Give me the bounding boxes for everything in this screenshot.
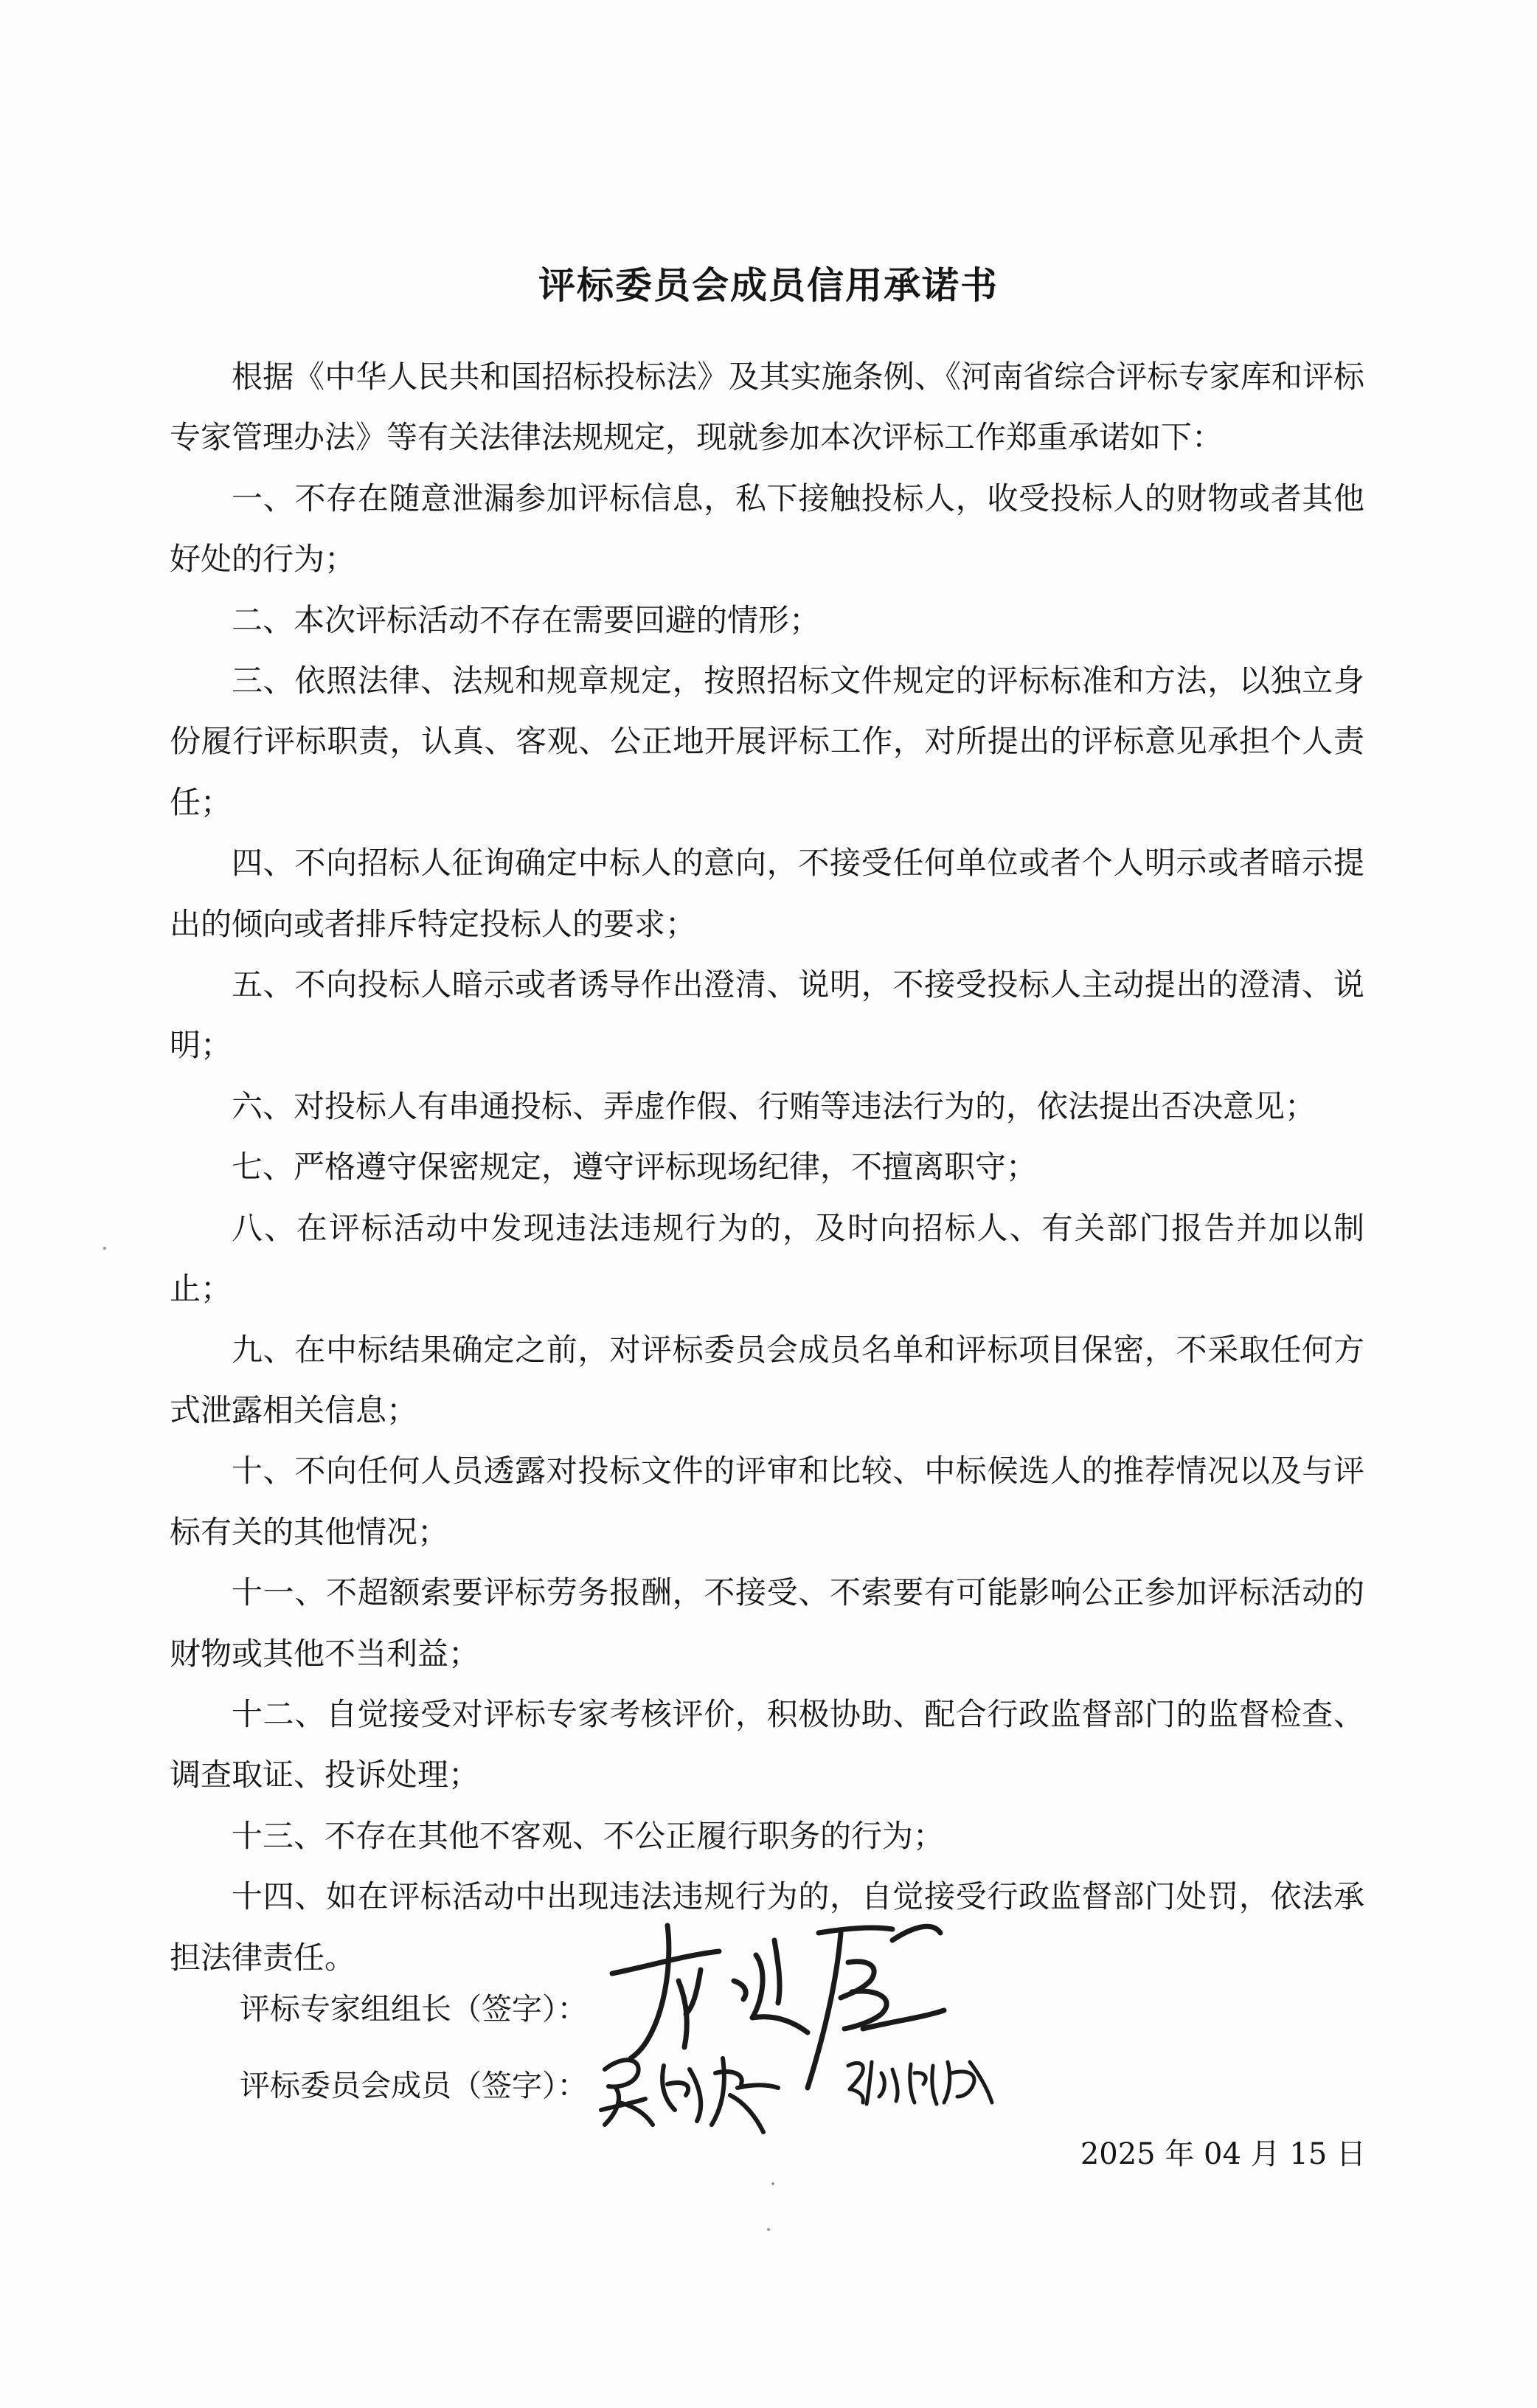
pledge-item-8: 八、在评标活动中发现违法违规行为的，及时向招标人、有关部门报告并加以制止；: [170, 1209, 1364, 1307]
pledge-item-9: 九、在中标结果确定之前，对评标委员会成员名单和评标项目保密，不采取任何方式泄露相关信息；: [170, 1331, 1364, 1428]
scan-speck: [103, 1247, 106, 1250]
intro-paragraph: 根据《中华人民共和国招标投标法》及其实施条例、《河南省综合评标专家库和评标专家管理办法》等有关法律法规规定，现就参加本次评标工作郑重承诺如下：: [170, 359, 1364, 456]
pledge-item-11: 十一、不超额索要评标劳务报酬，不接受、不索要有可能影响公正参加评标活动的财物或其他不当利益；: [170, 1574, 1364, 1672]
signing-date: 2025 年 04 月 15 日: [1080, 2137, 1366, 2171]
pledge-item-5: 五、不向投标人暗示或者诱导作出澄清、说明，不接受投标人主动提出的澄清、说明；: [170, 966, 1364, 1064]
pledge-item-13: 十三、不存在其他不客观、不公正履行职务的行为；: [232, 1817, 945, 1854]
pledge-item-7: 七、严格遵守保密规定，遵守评标现场纪律，不擅离职守；: [232, 1149, 1038, 1186]
pledge-item-14: 十四、如在评标活动中出现违法违规行为的，自觉接受行政监督部门处罚，依法承担法律责任。: [170, 1878, 1364, 1976]
document-title: 评标委员会成员信用承诺书: [538, 264, 999, 307]
member-signature-1: [594, 2044, 785, 2139]
scan-speck: [767, 2228, 770, 2231]
pledge-item-2: 二、本次评标活动不存在需要回避的情形；: [232, 601, 821, 638]
pledge-item-10: 十、不向任何人员透露对投标文件的评审和比较、中标候选人的推荐情况以及与评标有关的其他情况；: [170, 1453, 1364, 1550]
member-signature-2: [841, 2051, 1003, 2110]
pledge-item-1: 一、不存在随意泄漏参加评标信息，私下接触投标人，收受投标人的财物或者其他好处的行为；: [170, 480, 1364, 578]
members-signature-label: 评标委员会成员（签字）：: [240, 2068, 588, 2103]
pledge-item-6: 六、对投标人有串通投标、弄虚作假、行贿等违法行为的，依法提出否决意见；: [232, 1087, 1316, 1124]
document-body: [170, 347, 1364, 1988]
pledge-item-4: 四、不向招标人征询确定中标人的意向，不接受任何单位或者个人明示或者暗示提出的倾向或者排斥特定投标人的要求；: [170, 845, 1364, 942]
pledge-item-12: 十二、自觉接受对评标专家考核评价，积极协助、配合行政监督部门的监督检查、调查取证、投诉处理；: [170, 1695, 1364, 1793]
leader-signature-label: 评标专家组组长（签字）：: [240, 1991, 588, 2027]
scan-speck: [771, 2182, 774, 2185]
pledge-item-3: 三、依照法律、法规和规章规定，按照招标文件规定的评标标准和方法，以独立身份履行评标职责，认真、客观、公正地开展评标工作，对所提出的评标意见承担个人责任；: [170, 662, 1364, 820]
